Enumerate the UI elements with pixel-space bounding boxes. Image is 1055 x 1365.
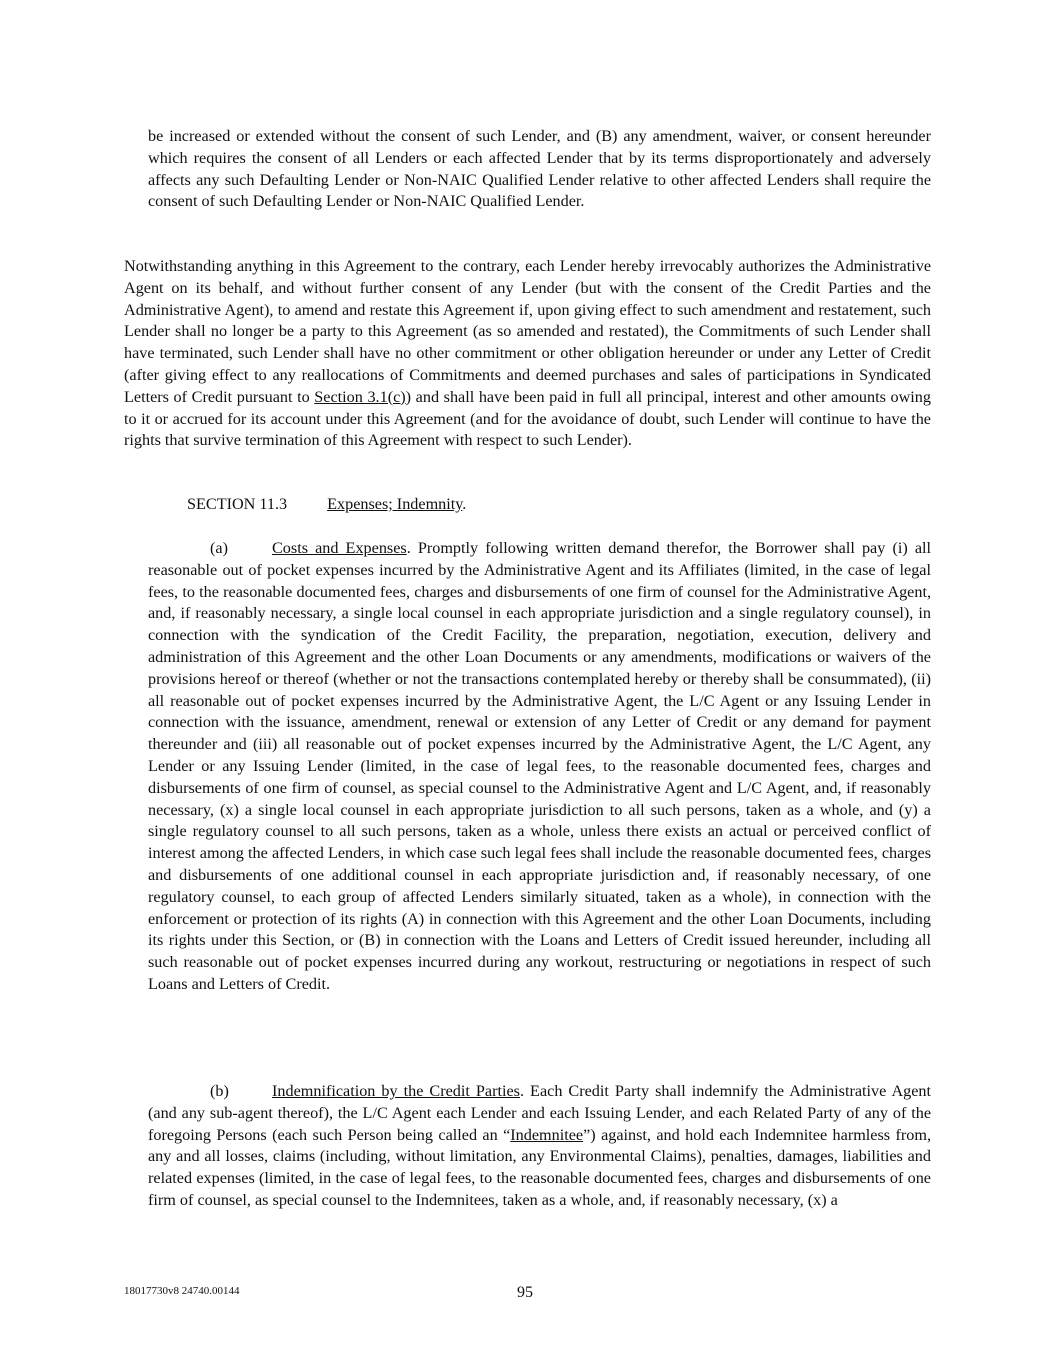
subsection-b-label: (b) xyxy=(210,1082,229,1100)
subsection-a-costs-and-expenses xyxy=(148,538,931,996)
paragraph-amend-and-restate xyxy=(124,256,931,452)
defined-term-indemnitee: Indemnitee xyxy=(510,1125,584,1144)
section-reference-link[interactable]: Section 3.1(c) xyxy=(314,387,406,406)
subsection-b-text-before: Each Credit Party shall indemnify the Administrative Agent (and any sub-agent thereof), the L/C Agent each Lender and each Issuing Lender, and each Related Party of any of the foregoing Persons (each such Person being called an “ xyxy=(148,1082,931,1144)
paragraph-text-before: Notwithstanding anything in this Agreement to the contrary, each Lender hereby irrevocably authorizes the Administrative Agent on its behalf, and without further consent of any Lender (but with the consent of the Credit Parties and the Administrative Agent), to amend and restate this Agreement if, upon giving effect to such amendment and restatement, such Lender shall no longer be a party to this Agreement (as so amended and restated), the Commitments of such Lender shall have terminated, such Lender shall have no other commitment or other obligation hereunder or under any Letter of Credit (after giving effect to any reallocations of Commitments and deemed purchases and sales of participations in Syndicated Letters of Credit pursuant to xyxy=(124,257,931,406)
subsection-a-heading-suffix: . xyxy=(406,539,411,557)
subsection-a-text: Promptly following written demand therefor, the Borrower shall pay (i) all reasonable out of pocket expenses incurred by the Administrative Agent and its Affiliates (limited, in the case of legal fees, to the reasonable documented fees, charges and disbursements of one firm of counsel for the Administrative Agent, and, if reasonably necessary, a single local counsel in each appropriate jurisdiction and a single regulatory counsel), in connection with the syndication of the Credit Facility, the preparation, negotiation, execution, delivery and administration of this Agreement and the other Loan Documents or any amendments, modifications or waivers of the provisions hereof or thereof (whether or not the transactions contemplated hereby or thereby shall be consummated), (ii) all reasonable out of pocket expenses incurred by the Administrative Agent, the L/C Agent or any Issuing Lender in connection with the issuance, amendment, renewal or extension of any Letter of Credit or any demand for payment thereunder and (iii) all reasonable out of pocket expenses incurred by the Administrative Agent, the L/C Agent, any Lender or any Issuing Lender (limited, in the case of legal fees, to the reasonable documented fees, charges and disbursements of one firm of counsel, as special counsel to the Administrative Agent and L/C Agent, and, if reasonably necessary, (x) a single local counsel in each appropriate jurisdiction to all such persons, taken as a whole, and (y) a single regulatory counsel to all such persons, taken as a whole, unless there exists an actual or perceived conflict of interest among the affected Lenders, in which case such legal fees shall include the reasonable documented fees, charges and disbursements of one additional counsel in each appropriate jurisdiction and, if reasonably necessary, of one regulatory counsel, to each group of affected Lenders similarly situated, taken as a whole), in connection with the enforcement or protection of its rights (A) in connection with this Agreement and the other Loan Documents, including its rights under this Section, or (B) in connection with the Loans and Letters of Credit issued hereunder, including all such reasonable out of pocket expenses incurred during any workout, restructuring or negotiations in respect of such Loans and Letters of Credit. xyxy=(148,539,931,993)
paragraph-text: be increased or extended without the consent of such Lender, and (B) any amendment, waiver, or consent hereunder which requires the consent of all Lenders or each affected Lender that by its terms disproportionately and adversely affects any such Defaulting Lender or Non-NAIC Qualified Lender relative to other affected Lenders shall require the consent of such Defaulting Lender or Non-NAIC Qualified Lender. xyxy=(148,127,931,211)
subsection-a-label: (a) xyxy=(210,539,228,557)
paragraph-consent-continuation xyxy=(148,126,931,213)
footer-document-id: 18017730v8 24740.00144 xyxy=(124,1285,240,1297)
paragraph-text-after: ) and shall have been paid in full all principal, interest and other amounts owing to it or accrued for its account under this Agreement (and for the avoidance of doubt, such Lender will continue to have the rights that survive termination of this Agreement with respect to such Lender). xyxy=(124,387,931,450)
section-heading xyxy=(187,494,466,516)
subsection-b-heading: Indemnification by the Credit Parties xyxy=(272,1082,520,1100)
section-title: Expenses; Indemnity xyxy=(327,495,463,513)
subsection-b-indemnification xyxy=(148,1081,931,1212)
section-title-suffix: . xyxy=(462,495,467,513)
section-number: SECTION 11.3 xyxy=(187,495,288,513)
page-number: 95 xyxy=(517,1284,533,1301)
subsection-b-text-after: ”) against, and hold each Indemnitee harmless from, any and all losses, claims (including, without limitation, any Environmental Claims), penalties, damages, liabilities and related expenses (limited, in the case of legal fees, to the reasonable documented fees, charges and disbursements of one firm of counsel, as special counsel to the Indemnitees, taken as a whole, and, if reasonably necessary, (x) a xyxy=(148,1125,931,1209)
subsection-a-heading: Costs and Expenses xyxy=(272,539,407,557)
subsection-b-heading-suffix: . xyxy=(519,1082,525,1100)
